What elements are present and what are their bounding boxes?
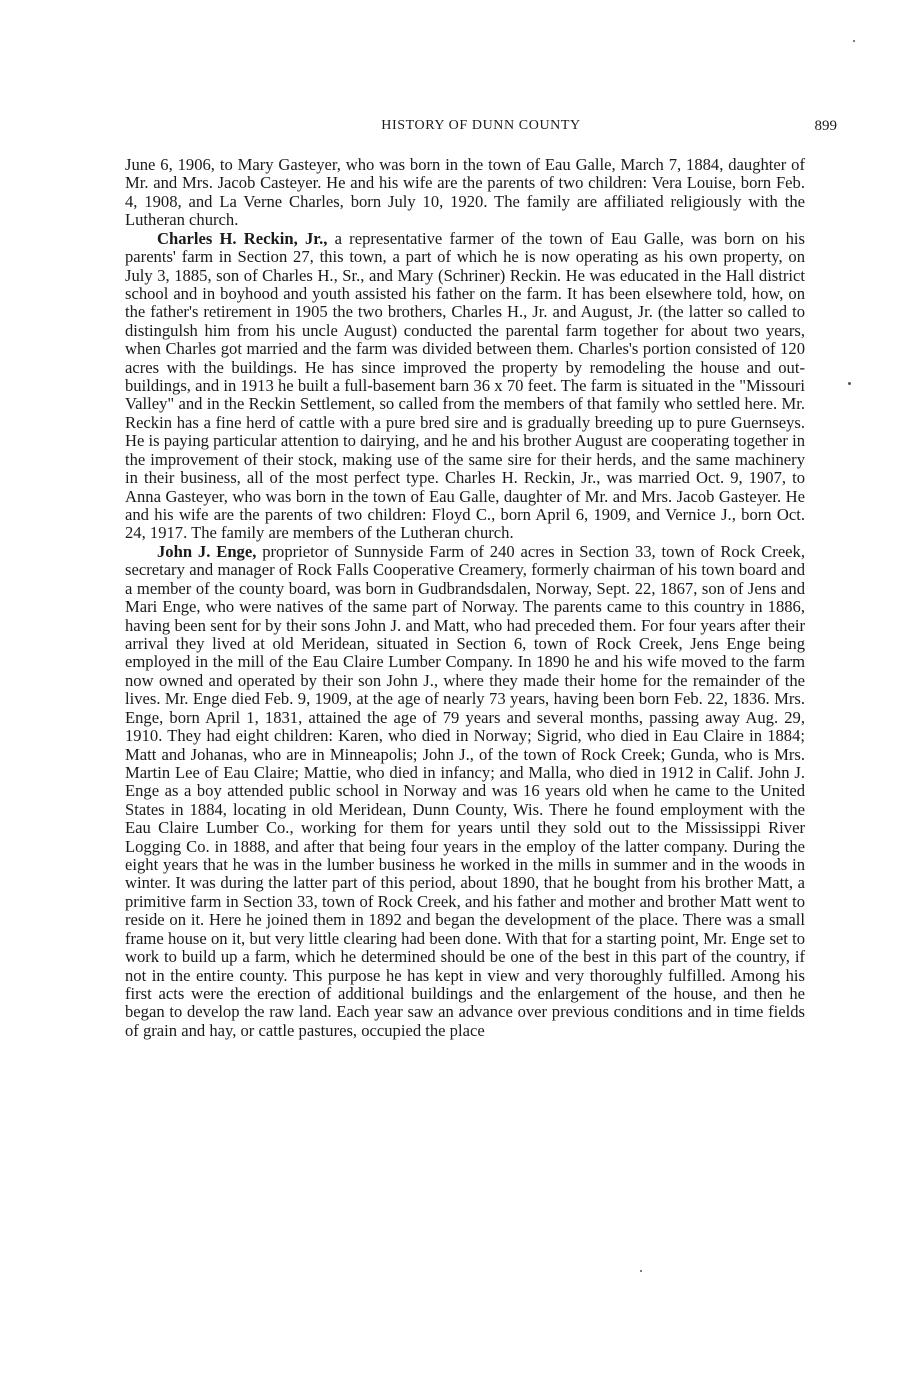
biography-name: John J. Enge,: [157, 541, 257, 561]
body-text: [125, 156, 805, 1040]
biography-name: Charles H. Reckin, Jr.,: [157, 228, 328, 248]
scan-speck: [848, 382, 851, 385]
page-number: 899: [814, 118, 837, 134]
paragraph-text: proprietor of Sunnyside Farm of 240 acres in Section 33, town of Rock Creek, secretary and manager of Rock Falls Cooperative Creamery, formerly chairman of his town board and a member of the county board, was born in Gudbrandsdalen, Norway, Sept. 22, 1867, son of Jens and Mari Enge, who were natives of the same part of Norway. The parents came to this country in 1886, having been sent for by their sons John J. and Matt, who had preceded them. For four years after their arrival they lived at old Meridean, situated in Section 6, town of Rock Creek, Jens Enge being employed in the mill of the Eau Claire Lumber Company. In 1890 he and his wife moved to the farm now owned and operated by their son John J., where they made their home for the remainder of the lives. Mr. Enge died Feb. 9, 1909, at the age of nearly 73 years, having been born Feb. 22, 1836. Mrs. Enge, born April 1, 1831, attained the age of 79 years and several months, passing away Aug. 29, 1910. They had eight children: Karen, who died in Norway; Sigrid, who died in Eau Claire in 1884; Matt and Johanas, who are in Minneapolis; John J., of the town of Rock Creek; Gunda, who is Mrs. Martin Lee of Eau Claire; Mattie, who died in infancy; and Malla, who died in 1912 in Calif. John J. Enge as a boy attended public school in Norway and was 16 years old when he came to the United States in 1884, locating in old Meridean, Dunn County, Wis. There he found employment with the Eau Claire Lumber Co., working for them for years until they sold out to the Mississippi River Logging Co. in 1888, and after that being four years in the employ of the latter company. During the eight years that he was in the lumber business he worked in the mills in summer and in the woods in winter. It was during the latter part of this period, about 1890, that he bought from his brother Matt, a primitive farm in Section 33, town of Rock Creek, and his father and mother and brother Matt went to reside on it. Here he joined them in 1892 and began the development of the place. There was a small frame house on it, but very little clearing had been done. With that for a starting point, Mr. Enge set to work to build up a farm, which he determined should be one of the best in this part of the country, if not in the entire county. This purpose he has kept in view and very thoroughly fulfilled. Among his first acts were the erection of additional buildings and the enlargement of the house, and then he began to develop the raw land. Each year saw an advance over previous conditions and in time fields of grain and hay, or cattle pastures, occupied the place: [125, 541, 805, 1040]
paragraph-text: a representative farmer of the town of Eau Galle, was born on his parents' farm in Section 27, this town, a part of which he is now operating as his own property, on July 3, 1885, son of Charles H., Sr., and Mary (Schriner) Reckin. He was educated in the Hall district school and in boyhood and youth assisted his father on the farm. It has been elsewhere told, how, on the father's retirement in 1905 the two brothers, Charles H., Jr. and August, Jr. (the latter so called to distingulsh him from his uncle August) conducted the parental farm together for about two years, when Charles got married and the farm was divided between them. Charles's portion consisted of 120 acres with the buildings. He has since improved the property by remodeling the house and out-buildings, and in 1913 he built a full-basement barn 36 x 70 feet. The farm is situated in the "Missouri Valley" and in the Reckin Settlement, so called from the members of that family who settled here. Mr. Reckin has a fine herd of cattle with a pure bred sire and is gradually breeding up to pure Guernseys. He is paying particular attention to dairying, and he and his brother August are cooperating together in the improvement of their stock, making use of the same sire for their herds, and the same machinery in their business, all of the most perfect type. Charles H. Reckin, Jr., was married Oct. 9, 1907, to Anna Gasteyer, who was born in the town of Eau Galle, daughter of Mr. and Mrs. Jacob Gasteyer. He and his wife are the parents of two children: Floyd C., born April 6, 1909, and Vernice J., born Oct. 24, 1917. The family are members of the Lutheran church.: [125, 228, 805, 543]
scan-speck: [853, 40, 855, 42]
running-head: HISTORY OF DUNN COUNTY: [381, 118, 581, 133]
paragraph-continuation: [125, 156, 805, 230]
paragraph-text: June 6, 1906, to Mary Gasteyer, who was born in the town of Eau Galle, March 7, 1884, daughter of Mr. and Mrs. Jacob Casteyer. He and his wife are the parents of two children: Vera Louise, born Feb. 4, 1908, and La Verne Charles, born July 10, 1920. The family are affiliated religiously with the Lutheran church.: [125, 155, 805, 230]
paragraph-john-enge: [125, 543, 805, 1040]
scan-speck: [640, 1270, 642, 1272]
page-header: [125, 118, 837, 142]
paragraph-charles-reckin: [125, 230, 805, 543]
